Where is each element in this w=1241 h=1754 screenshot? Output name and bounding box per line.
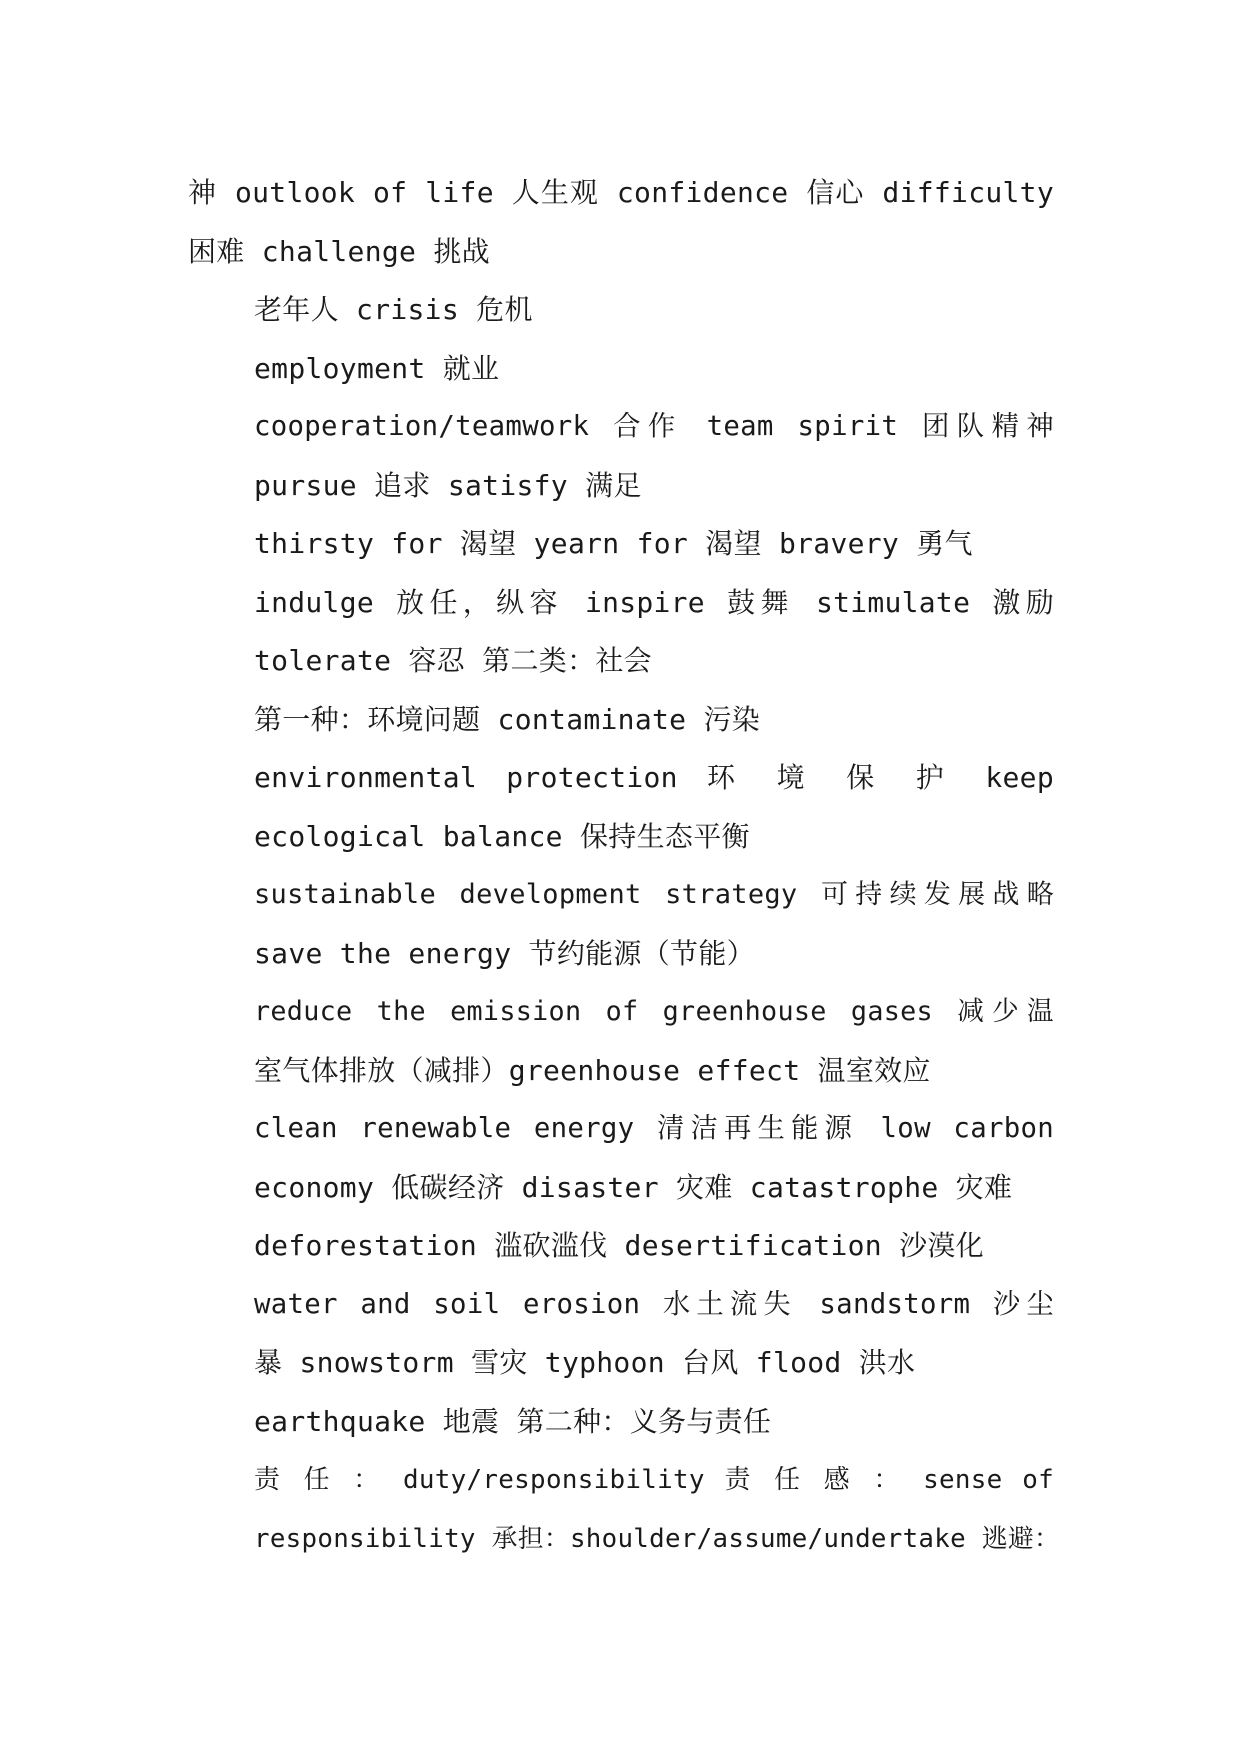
text-line: 第一种：环境问题 contaminate 污染 <box>254 702 761 736</box>
paragraph <box>188 691 1054 750</box>
text-line: tolerate 容忍 第二类：社会 <box>254 644 652 677</box>
paragraph <box>188 1217 1054 1276</box>
paragraph <box>188 574 1054 691</box>
text-line: 责 任 ： duty/responsibility 责 任 感 ： sense of <box>254 1465 1054 1495</box>
text-line: 室气体排放（减排）greenhouse effect 温室效应 <box>254 1053 931 1087</box>
paragraph <box>188 164 1054 281</box>
text-line: 困难 challenge 挑战 <box>188 234 490 268</box>
text-line: economy 低碳经济 disaster 灾难 catastrophe 灾难 <box>254 1170 1013 1204</box>
text-line: clean renewable energy 清洁再生能源 low carbon <box>254 1113 1054 1144</box>
text-line: pursue 追求 satisfy 满足 <box>254 468 642 502</box>
paragraph <box>188 1393 1054 1452</box>
text-line: deforestation 滥砍滥伐 desertification 沙漠化 <box>254 1229 984 1262</box>
paragraph <box>188 515 1054 574</box>
paragraph <box>188 398 1054 515</box>
paragraph <box>188 1276 1054 1393</box>
text-line: 老年人 crisis 危机 <box>254 293 533 326</box>
text-line: employment 就业 <box>254 351 500 385</box>
text-line: earthquake 地震 第二种：义务与责任 <box>254 1404 772 1438</box>
text-line: ecological balance 保持生态平衡 <box>254 819 750 853</box>
paragraph <box>188 866 1054 983</box>
text-line: indulge 放任，纵容 inspire 鼓舞 stimulate 激励 <box>254 585 1054 619</box>
paragraph <box>188 1100 1054 1217</box>
text-line: environmental protection 环 境 保 护 keep <box>254 761 1054 794</box>
text-line: sustainable development strategy 可持续发展战略 <box>254 879 1054 910</box>
text-line: responsibility 承担：shoulder/assume/undertake 逃避： <box>254 1523 1061 1554</box>
text-line: save the energy 节约能源（节能） <box>254 936 755 970</box>
paragraph <box>188 983 1054 1100</box>
text-line: water and soil erosion 水土流失 sandstorm 沙尘 <box>254 1288 1054 1320</box>
text-line: 神 outlook of life 人生观 confidence 信心 difficulty <box>188 176 1054 209</box>
document-body <box>188 164 1061 1568</box>
paragraph <box>188 281 1054 340</box>
paragraph <box>188 340 1054 399</box>
text-line: thirsty for 渴望 yearn for 渴望 bravery 勇气 <box>254 527 973 560</box>
paragraph <box>188 1451 1061 1568</box>
text-line: cooperation/teamwork 合作 team spirit 团队精神 <box>254 411 1054 442</box>
text-line: 暴 snowstorm 雪灾 typhoon 台风 flood 洪水 <box>254 1346 916 1379</box>
text-line: reduce the emission of greenhouse gases 减少温 <box>254 996 1054 1027</box>
paragraph <box>188 749 1054 866</box>
